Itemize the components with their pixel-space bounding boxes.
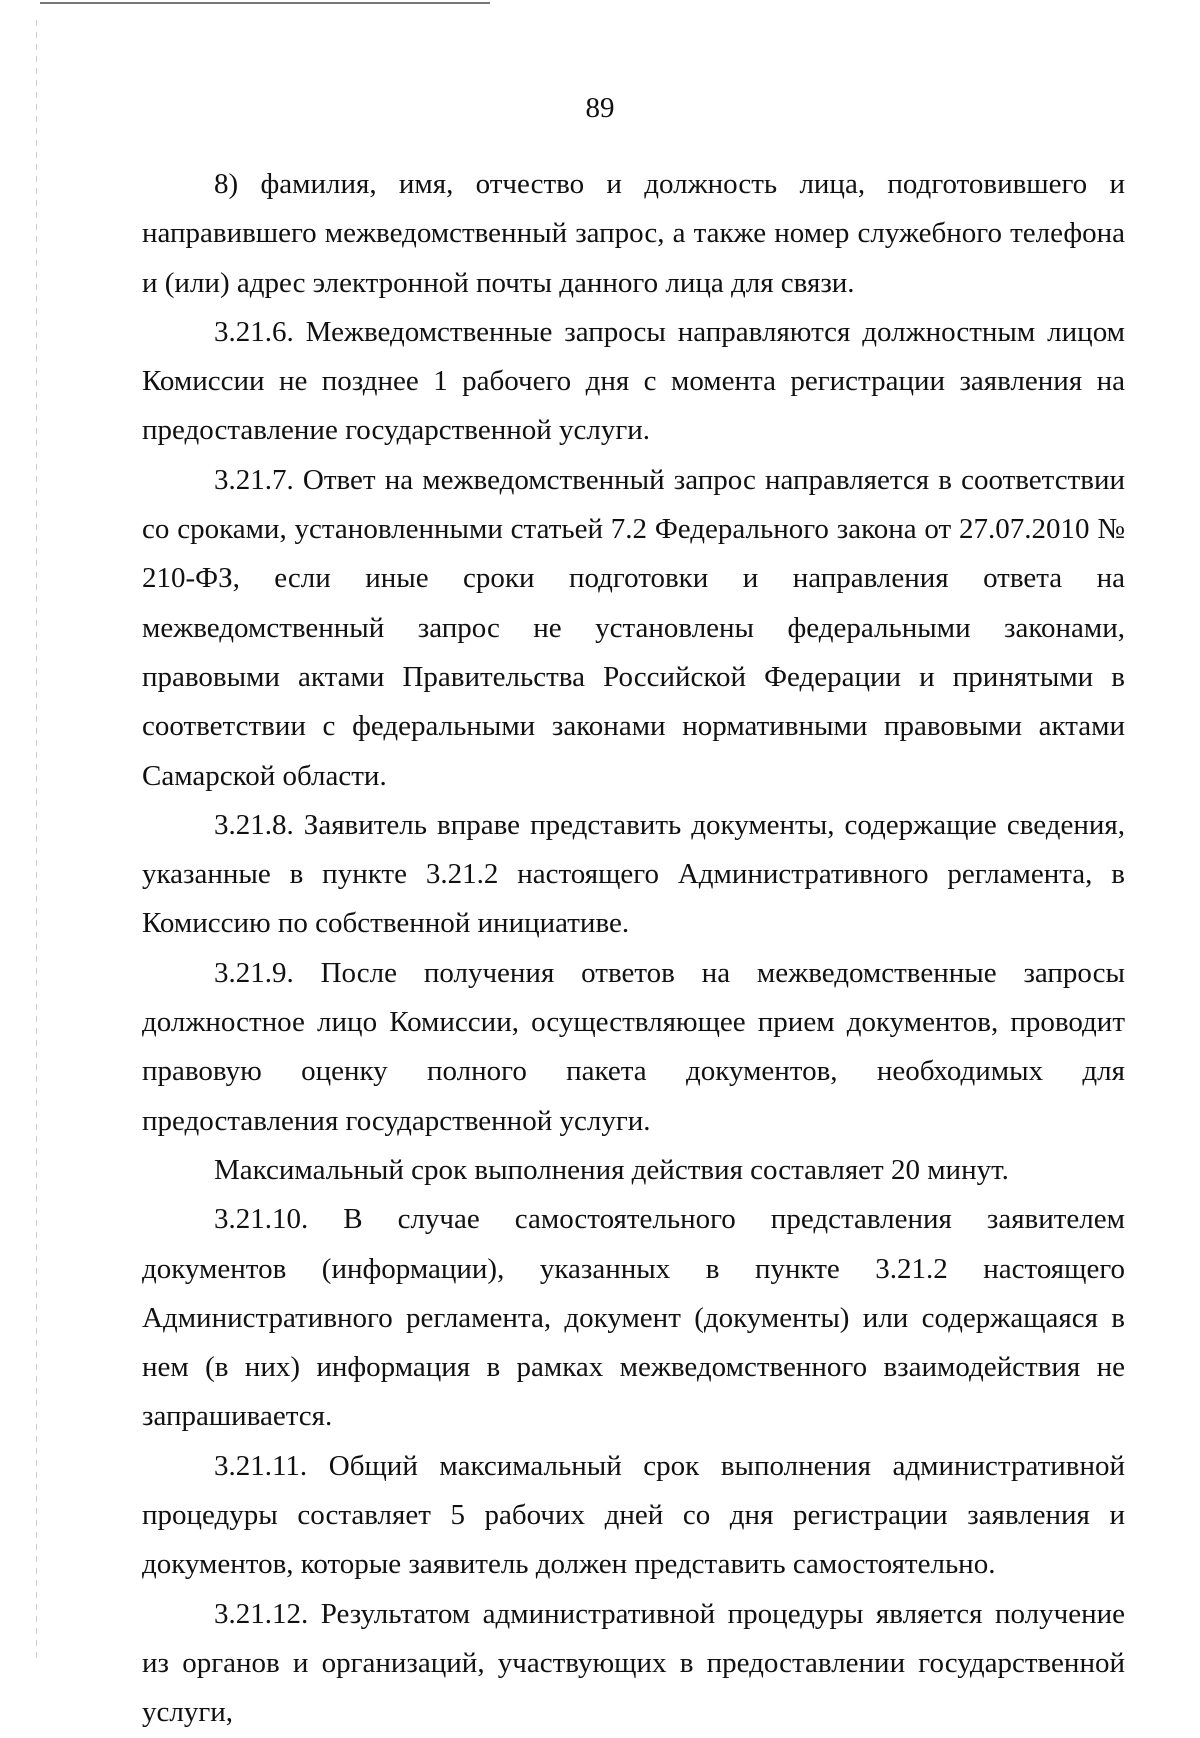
page-number: 89 [585,92,615,124]
paragraph-3-21-6: 3.21.6. Межведомственные запросы направляются должностным лицом Комиссии не позднее 1 рабочего дня с момента регистрации заявления на предоставление государственной услуги. [142,315,1125,447]
scan-margin-line [36,20,37,1660]
paragraph-3-21-10: 3.21.10. В случае самостоятельного представления заявителем документов (информации), указанных в пункте 3.21.2 настоящего Административного регламента, документ (документы) или содержащаяся в нем (в них) информация в рамках межведомственного взаимодействия не запрашивается. [142,1203,1125,1433]
paragraph-3-21-12: 3.21.12. Результатом административной процедуры является получение из органов и организаций, участвующих в предоставлении государственной услуги, [142,1597,1125,1729]
document-body [142,160,1125,1738]
paragraph-3-21-11: 3.21.11. Общий максимальный срок выполнения административной процедуры составляет 5 рабочих дней со дня регистрации заявления и документов, которые заявитель должен представить самостоятельно. [142,1449,1125,1581]
paragraph-3-21-7: 3.21.7. Ответ на межведомственный запрос направляется в соответствии со сроками, установленными статьей 7.2 Федерального закона от 27.07.2010 № 210-ФЗ, если иные сроки подготовки и направления ответа на межведомственный запрос не установлены федеральными законами, правовыми актами Правительства Российской Федерации и принятыми в соответствии с федеральными законами нормативными правовыми актами Самарской области. [142,463,1125,792]
paragraph-item-8: 8) фамилия, имя, отчество и должность лица, подготовившего и направившего межведомственный запрос, а также номер служебного телефона и (или) адрес электронной почты данного лица для связи. [142,168,1125,299]
paragraph-3-21-8: 3.21.8. Заявитель вправе представить документы, содержащие сведения, указанные в пункте 3.21.2 настоящего Административного регламента, в Комиссию по собственной инициативе. [142,808,1125,940]
paragraph-3-21-9: 3.21.9. После получения ответов на межведомственные запросы должностное лицо Комиссии, осуществляющее прием документов, проводит правовую оценку полного пакета документов, необходимых для предоставления государственной услуги. [142,956,1125,1137]
paragraph-max-time: Максимальный срок выполнения действия составляет 20 минут. [214,1153,1009,1186]
scan-top-rule [40,2,490,4]
